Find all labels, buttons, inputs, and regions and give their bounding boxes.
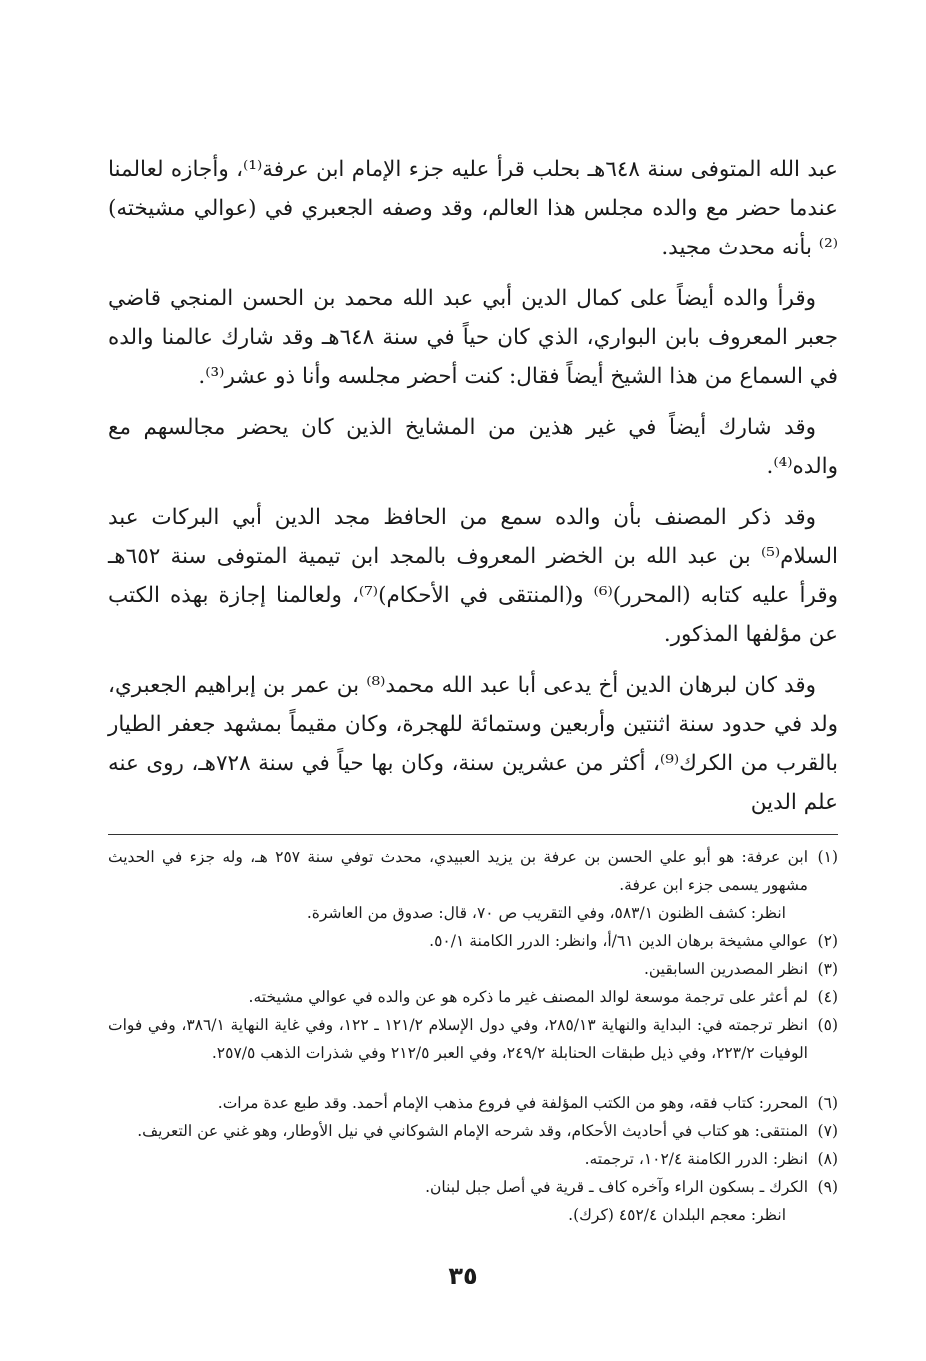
paragraph-1: عبد الله المتوفى سنة ٦٤٨هـ بحلب قرأ عليه جزء الإمام ابن عرفة⁽¹⁾، وأجازه لعالمنا عندما حضر مع والده مجلس هذا العالم، وقد وصفه الجعبري في (عوالي مشيخته)⁽²⁾ بأنه محدث مجيد. xyxy=(108,157,838,260)
paragraph-3: وقد شارك أيضاً في غير هذين من المشايخ الذين كان يحضر مجالسهم مع والده⁽⁴⁾. xyxy=(108,415,838,479)
footnote-8 xyxy=(108,1145,838,1173)
paragraph-4: وقد ذكر المصنف بأن والده سمع من الحافظ مجد الدين أبي البركات عبد السلام⁽⁵⁾ بن عبد الله بن الخضر المعروف بالمجد ابن تيمية المتوفى سنة ٦٥٢هـ وقرأ عليه كتابه (المحرر)⁽⁶⁾ و(المنتقى في الأحكام)⁽⁷⁾، ولعالمنا إجازة بهذه الكتب عن مؤلفها المذكور. xyxy=(108,505,838,647)
footnote-number: (٩) xyxy=(817,1178,838,1196)
footnote-7 xyxy=(108,1117,838,1145)
footnote-number: (٦) xyxy=(817,1094,838,1112)
footnote-number: (٥) xyxy=(817,1016,838,1034)
footnote-3 xyxy=(108,955,838,983)
footnotes xyxy=(108,843,838,1229)
footnote-5 xyxy=(108,1011,838,1067)
footnote-text: المنتقى: هو كتاب في أحاديث الأحكام، وقد شرحه الإمام الشوكاني في نيل الأوطار، وهو غني عن التعريف. xyxy=(137,1122,808,1140)
footnote-number: (٢) xyxy=(817,932,838,950)
footnote-number: (٧) xyxy=(817,1122,838,1140)
footnote-gap xyxy=(108,1067,838,1089)
footnote-4 xyxy=(108,983,838,1011)
footnote-number: (٤) xyxy=(817,988,838,1006)
footnote-1-reference: انظر: كشف الظنون ٥٨٣/١، وفي التقريب ص ٧٠، قال: صدوق من العاشرة. xyxy=(306,904,786,922)
paragraph-2: وقرأ والده أيضاً على كمال الدين أبي عبد الله محمد بن الحسن المنجي قاضي جعبر المعروف بابن البواري، الذي كان حياً في سنة ٦٤٨هـ وقد شارك عالمنا والده في السماع من هذا الشيخ أيضاً فقال: كنت أحضر مجلسه وأنا ذو عشر⁽³⁾. xyxy=(108,286,838,389)
footnote-text: ابن عرفة: هو أبو علي الحسن بن عرفة بن يزيد العبيدي، محدث توفي سنة ٢٥٧ هـ، وله جزء في الحديث مشهور يسمى جزء ابن عرفة. xyxy=(108,848,809,894)
footnote-text: انظر: الدرر الكامنة ١٠٢/٤، ترجمته. xyxy=(584,1150,808,1168)
footnote-number: (٣) xyxy=(817,960,838,978)
footnote-divider xyxy=(108,834,838,835)
footnote-number: (١) xyxy=(817,848,838,866)
footnote-6 xyxy=(108,1089,838,1117)
footnote-2 xyxy=(108,927,838,955)
footnote-text: المحرر: كتاب فقه، وهو من الكتب المؤلفة في فروع مذهب الإمام أحمد. وقد طبع عدة مرات. xyxy=(217,1094,808,1112)
paragraph-5: وقد كان لبرهان الدين أخ يدعى أبا عبد الله محمد⁽⁸⁾ بن عمر بن إبراهيم الجعبري، ولد في حدود سنة اثنتين وأربعين وستمائة للهجرة، وكان مقيماً بمشهد جعفر الطيار بالقرب من الكرك⁽⁹⁾، أكثر من عشرين سنة، وكان بها حياً في سنة ٧٢٨هـ، روى عنه علم الدين xyxy=(108,673,838,815)
footnote-text: لم أعثر على ترجمة موسعة لوالد المصنف غير ما ذكره هو عن والده في عوالي مشيخته. xyxy=(248,988,808,1006)
footnote-text: انظر ترجمته في: البداية والنهاية ٢٨٥/١٣، وفي دول الإسلام ١٢١/٢ ـ ١٢٢، وفي غاية النهاية ٣٨٦/١، وفي فوات الوفيات ٢٢٣/٢، وفي ذيل طبقات الحنابلة ٢٤٩/٢، وفي العبر ٢١٢/٥ وفي شذرات الذهب ٢٥٧/٥. xyxy=(108,1016,808,1062)
footnote-9-reference: انظر: معجم البلدان ٤٥٢/٤ (كرك). xyxy=(568,1206,786,1224)
page-content xyxy=(108,150,838,1229)
footnote-1 xyxy=(108,843,838,899)
footnote-text: انظر المصدرين السابقين. xyxy=(643,960,808,978)
footnote-text: عوالي مشيخة برهان الدين ٦١/أ، وانظر: الدرر الكامنة ٥٠/١. xyxy=(429,932,808,950)
footnote-number: (٨) xyxy=(817,1150,838,1168)
page-number: ٣٥ xyxy=(448,1262,478,1290)
footnote-text: الكرك ـ بسكون الراء وآخره كاف ـ قرية في أصل جبل لبنان. xyxy=(425,1178,808,1196)
footnote-9 xyxy=(108,1173,838,1201)
main-text xyxy=(108,150,838,822)
